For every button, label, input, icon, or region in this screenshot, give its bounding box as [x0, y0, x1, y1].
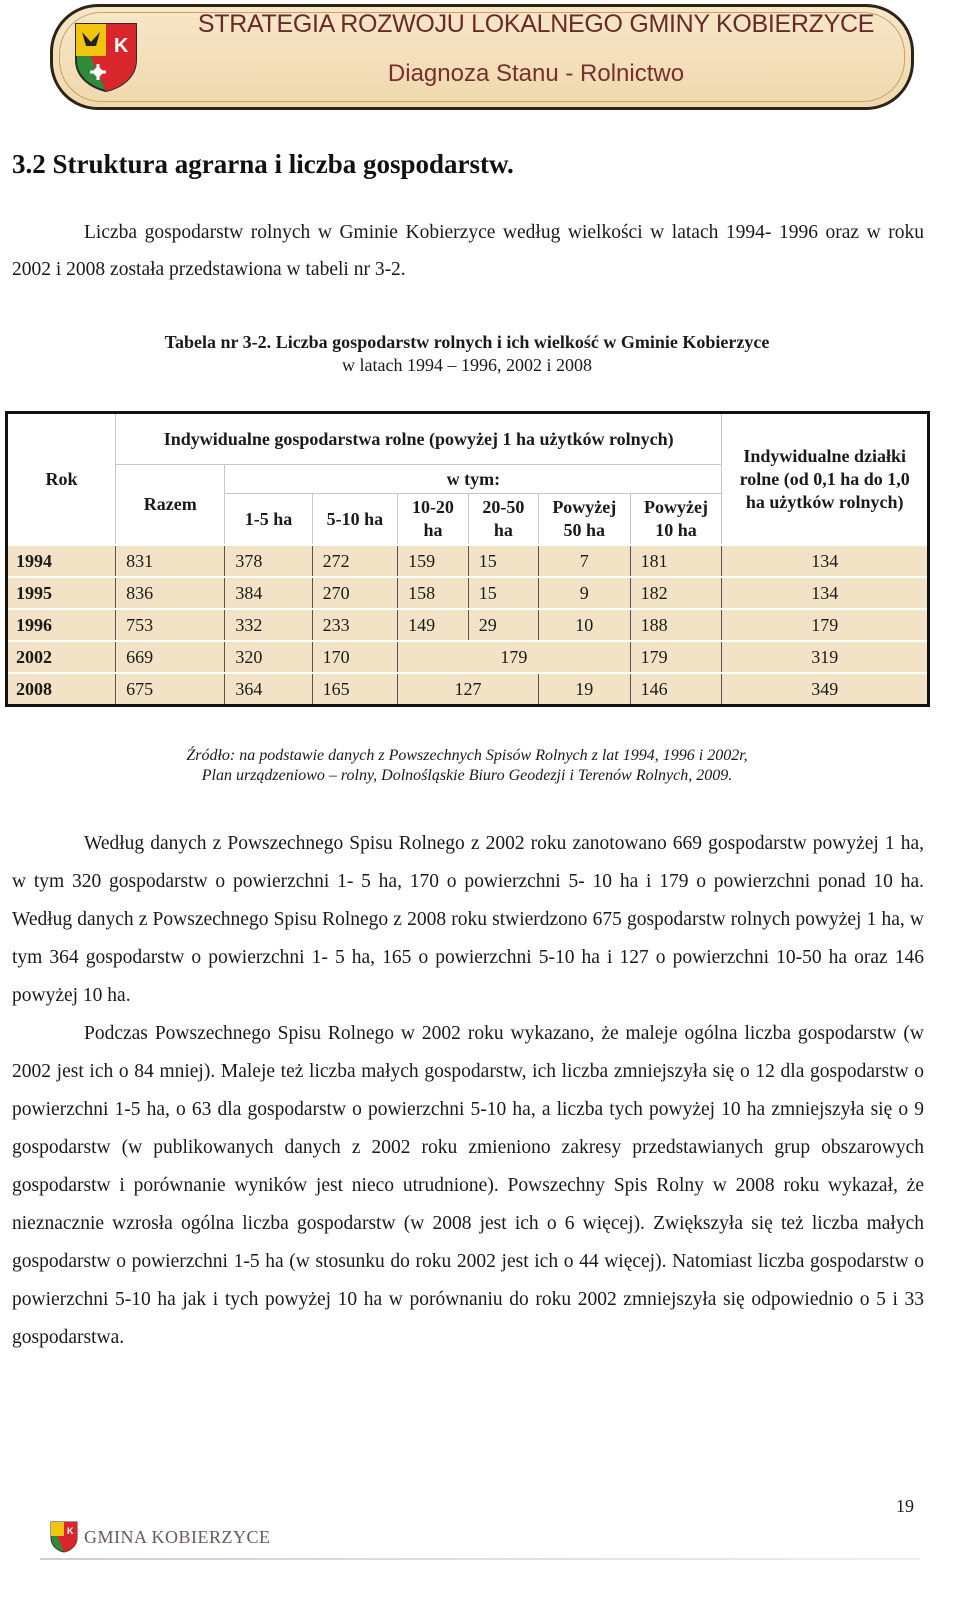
table-caption-label: Tabela nr 3-2. [164, 332, 272, 352]
col-header-5-10: 5-10 ha [312, 494, 397, 546]
table-row [7, 577, 929, 609]
source-line2: Plan urządzeniowo – rolny, Dolnośląskie Biuro Geodezji i Terenów Rolnych, 2009. [201, 767, 733, 784]
cell-10-20: 159 [398, 545, 469, 577]
source-note [0, 746, 934, 786]
cell-5-10: 270 [312, 577, 397, 609]
col-header-over-50: Powyżej 50 ha [538, 494, 630, 546]
cell-20-50: 15 [468, 545, 538, 577]
cell-over-10: 146 [630, 673, 722, 706]
col-header-dzialki: Indywidualne działki rolne (od 0,1 ha do 1,0 ha użytków rolnych) [722, 413, 929, 546]
footer [50, 1521, 450, 1557]
col-header-1-5: 1-5 ha [225, 494, 312, 546]
cell-1-5: 384 [225, 577, 312, 609]
cell-over-10: 179 [630, 641, 722, 673]
section-heading: 3.2 Struktura agrarna i liczba gospodarstw. [12, 149, 514, 179]
cell-razem: 675 [116, 673, 225, 706]
cell-dzialki: 349 [722, 673, 929, 706]
cell-20-50: 15 [468, 577, 538, 609]
cell-dzialki: 134 [722, 545, 929, 577]
footer-municipality-name: GMINA KOBIERZYCE [84, 1527, 271, 1547]
cell-5-10: 272 [312, 545, 397, 577]
farms-table [5, 411, 930, 707]
cell-year: 1994 [7, 545, 116, 577]
cell-over-10-merged: 179 [398, 641, 631, 673]
col-header-over-10: Powyżej 10 ha [630, 494, 722, 546]
coat-of-arms-icon [74, 22, 138, 92]
cell-1-5: 364 [225, 673, 312, 706]
col-header-razem: Razem [116, 465, 225, 546]
table-caption-title: Liczba gospodarstw rolnych i ich wielkość w Gminie Kobierzyce [275, 332, 770, 352]
cell-razem: 831 [116, 545, 225, 577]
coat-of-arms-icon [50, 1521, 78, 1553]
cell-20-50: 29 [468, 609, 538, 641]
col-header-group: Indywidualne gospodarstwa rolne (powyżej 1 ha użytków rolnych) [116, 413, 722, 465]
cell-10-50-merged: 127 [398, 673, 539, 706]
cell-year: 2002 [7, 641, 116, 673]
cell-over-10: 188 [630, 609, 722, 641]
cell-5-10: 165 [312, 673, 397, 706]
table-caption-line2: w latach 1994 – 1996, 2002 i 2008 [342, 355, 592, 375]
col-header-10-20: 10-20 ha [398, 494, 469, 546]
intro-paragraph: Liczba gospodarstw rolnych w Gminie Kobierzyce według wielkości w latach 1994- 1996 oraz w roku 2002 i 2008 została przedstawiona w tabeli nr 3-2. [12, 222, 924, 280]
col-header-20-50: 20-50 ha [468, 494, 538, 546]
cell-dzialki: 319 [722, 641, 929, 673]
svg-text:K: K [67, 1526, 74, 1536]
body-paragraph-2: Podczas Powszechnego Spisu Rolnego w 2002 roku wykazano, że maleje ogólna liczba gospodarstw (w 2002 jest ich o 84 mniej). Maleje też liczba małych gospodarstw, ich liczba zmniejszyła się o 12 dla gospodarstw o powierzchni 1-5 ha, o 63 dla gospodarstw o powierzchni 5-10 ha, a liczba tych powyżej 10 ha zmniejszyła się o 9 gospodarstw (w publikowanych danych z 2002 roku zmieniono zakresy przedstawianych grup obszarowych gospodarstw i porównanie wyników jest nieco utrudnione). Powszechny Spis Rolny w 2008 roku wykazał, że nieznacznie wzrosła ogólna liczba gospodarstw (w 2008 jest ich o 6 więcej). Zwiększyła się też liczba małych gospodarstw o powierzchni 1-5 ha (w stosunku do roku 2002 jest ich o 44 więcej). Natomiast liczba gospodarstw o powierzchni 5-10 ha jak i tych powyżej 10 ha w porównaniu do roku 2002 zmniejszyła się odpowiednio o 5 i 33 gospodarstwa. [12, 1023, 924, 1348]
table-caption-line1 [0, 332, 934, 353]
document-title: STRATEGIA ROZWOJU LOKALNEGO GMINY KOBIERZYCE [197, 10, 875, 38]
cell-5-10: 233 [312, 609, 397, 641]
cell-dzialki: 134 [722, 577, 929, 609]
table-row [7, 609, 929, 641]
cell-year: 1996 [7, 609, 116, 641]
cell-5-10: 170 [312, 641, 397, 673]
cell-over-50: 19 [538, 673, 630, 706]
cell-dzialki: 179 [722, 609, 929, 641]
col-header-w-tym: w tym: [225, 465, 722, 494]
page-number: 19 [896, 1496, 914, 1516]
table-row [7, 641, 929, 673]
cell-year: 1995 [7, 577, 116, 609]
cell-over-10: 181 [630, 545, 722, 577]
cell-razem: 669 [116, 641, 225, 673]
svg-text:K: K [114, 35, 129, 57]
cell-10-20: 149 [398, 609, 469, 641]
cell-1-5: 320 [225, 641, 312, 673]
cell-razem: 753 [116, 609, 225, 641]
table-row [7, 545, 929, 577]
cell-1-5: 378 [225, 545, 312, 577]
cell-10-20: 158 [398, 577, 469, 609]
cell-year: 2008 [7, 673, 116, 706]
cell-over-50: 7 [538, 545, 630, 577]
document-subtitle: Diagnoza Stanu - Rolnictwo [387, 60, 685, 87]
footer-divider [40, 1558, 920, 1560]
table-row [7, 673, 929, 706]
source-line1: Źródło: na podstawie danych z Powszechnych Spisów Rolnych z lat 1994, 1996 i 2002r, [186, 747, 748, 764]
body-paragraph-1: Według danych z Powszechnego Spisu Rolnego z 2002 roku zanotowano 669 gospodarstw powyżej 1 ha, w tym 320 gospodarstw o powierzchni 1- 5 ha, 170 o powierzchni 5- 10 ha i 179 o powierzchni ponad 10 ha. Według danych z Powszechnego Spisu Rolnego z 2008 roku stwierdzono 675 gospodarstw rolnych powyżej 1 ha, w tym 364 gospodarstw o powierzchni 1- 5 ha, 165 o powierzchni 5-10 ha i 127 o powierzchni 10-50 ha oraz 146 powyżej 10 ha. [12, 833, 924, 1006]
col-header-rok: Rok [7, 413, 116, 546]
cell-over-10: 182 [630, 577, 722, 609]
cell-over-50: 9 [538, 577, 630, 609]
cell-razem: 836 [116, 577, 225, 609]
cell-over-50: 10 [538, 609, 630, 641]
cell-1-5: 332 [225, 609, 312, 641]
